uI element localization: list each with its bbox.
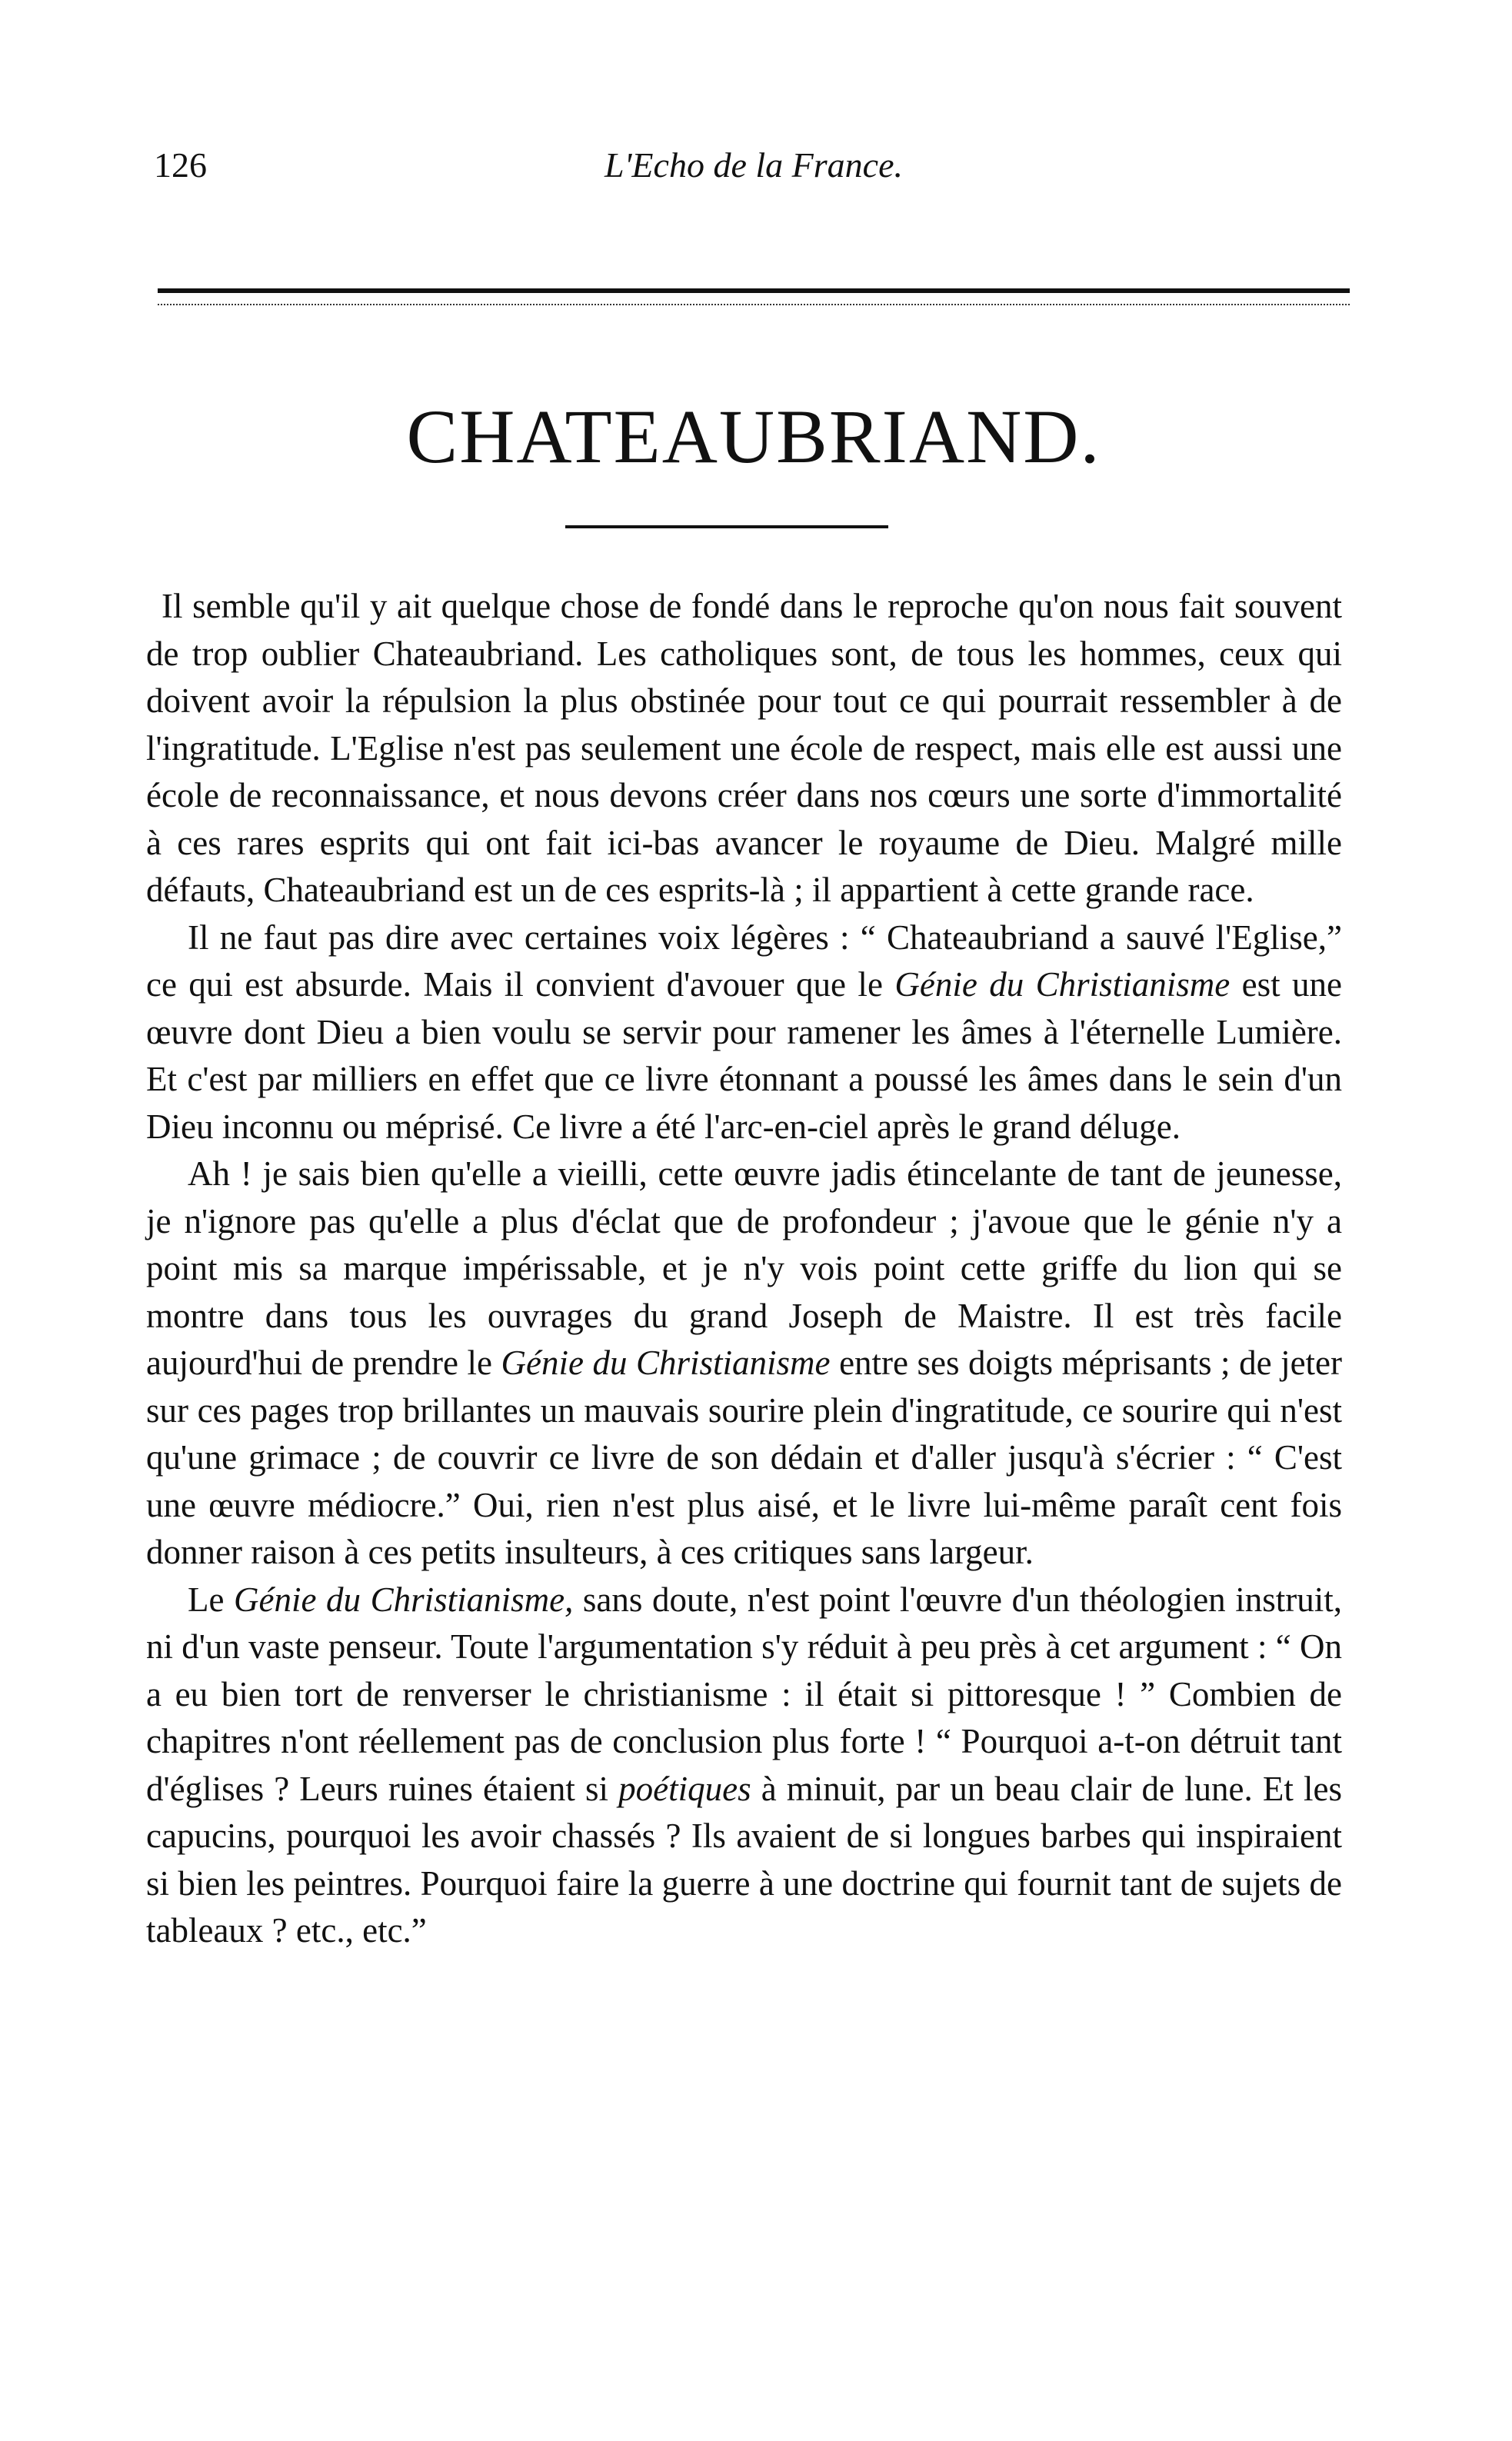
paragraph-text: sans doute, n'est point l'œuvre d'un théologien instruit, ni d'un vaste penseur. Toute l'argumentation s'y réduit à peu près à cet argument : “ On a eu bien tort de renverser le christianisme : il était si pittoresque ! ” Combien de chapitres n'ont réellement pas de conclusion plus forte ! “ Pourquoi a-t-on détruit tant d'églises ? Leurs ruines étaient si: [146, 1580, 1342, 1808]
paragraph-text: Il semble qu'il y ait quelque chose de fondé dans le reproche qu'on nous fait souvent de trop oublier Chateaubriand. Les catholiques sont, de tous les hommes, ceux qui doivent avoir la répulsion la plus obstinée pour tout ce qui pourrait ressembler à de l'ingratitude. L'Eglise n'est pas seulement une école de respect, mais elle est aussi une école de reconnaissance, et nous devons créer dans nos cœurs une sorte d'immortalité à ces rares esprits qui ont fait ici-bas avancer le royaume de Dieu. Malgré mille défauts, Chateaubriand est un de ces esprits-là ; il appartient à cette grande race.: [146, 587, 1342, 909]
title-underline-rule: [565, 525, 888, 528]
paragraph-text: est une œuvre dont Dieu a bien voulu se servir pour ramener les âmes à l'éternelle Lumière. Et c'est par milliers en effet que ce livre étonnant a poussé les âmes dans le sein d'un Dieu inconnu ou méprisé. Ce livre a été l'arc-en-ciel après le grand déluge.: [146, 965, 1343, 1146]
decorative-rule: [158, 288, 1350, 305]
paragraph: [146, 1577, 1342, 1955]
running-title: L'Echo de la France.: [604, 145, 903, 185]
paragraph-text: Il ne faut pas dire avec certaines voix légères : “ Chateaubriand a sauvé l'Eglise,” ce qui est absurde. Mais il convient d'avouer que le: [146, 917, 1342, 1004]
paragraph-text: Le: [188, 1580, 235, 1619]
paragraph-text: entre ses doigts méprisants ; de jeter sur ces pages trop brillantes un mauvais sourire plein d'ingratitude, ce sourire qui n'est qu'une grimace ; de couvrir ce livre de son dédain et d'aller jusqu'à s'écrier : “ C'est une œuvre médiocre.” Oui, rien n'est plus aisé, et le livre lui-même paraît cent fois donner raison à ces petits insulteurs, à ces critiques sans largeur.: [146, 1344, 1343, 1571]
page-number: 126: [154, 145, 207, 185]
article-title: CHATEAUBRIAND.: [406, 394, 1101, 479]
article-body: [146, 583, 1342, 1955]
emphasis-italic: poétiques: [618, 1769, 751, 1808]
paragraph-text: Ah ! je sais bien qu'elle a vieilli, cette œuvre jadis étincelante de tant de jeunesse, je n'ignore pas qu'elle a plus d'éclat que de profondeur ; j'avoue que le génie n'y a point mis sa marque impérissable, et je n'y vois point cette griffe du lion qui se montre dans tous les ouvrages du grand Joseph de Maistre. Il est très facile aujourd'hui de prendre le: [146, 1154, 1342, 1382]
paragraph: [146, 583, 1342, 914]
page-header: [154, 145, 1354, 198]
book-title-italic: Génie du Christianisme,: [234, 1580, 574, 1619]
book-title-italic: Génie du Christianisme: [894, 965, 1231, 1004]
paragraph: [146, 1151, 1342, 1577]
paragraph-text: à minuit, par un beau clair de lune. Et les capucins, pourquoi les avoir chassés ? Ils avaient de si longues barbes qui inspiraient si bien les peintres. Pourquoi faire la guerre à une doctrine qui fournit tant de sujets de tableaux ? etc., etc.”: [146, 1769, 1342, 1950]
paragraph: [146, 914, 1342, 1151]
book-title-italic: Génie du Christianisme: [501, 1344, 831, 1382]
